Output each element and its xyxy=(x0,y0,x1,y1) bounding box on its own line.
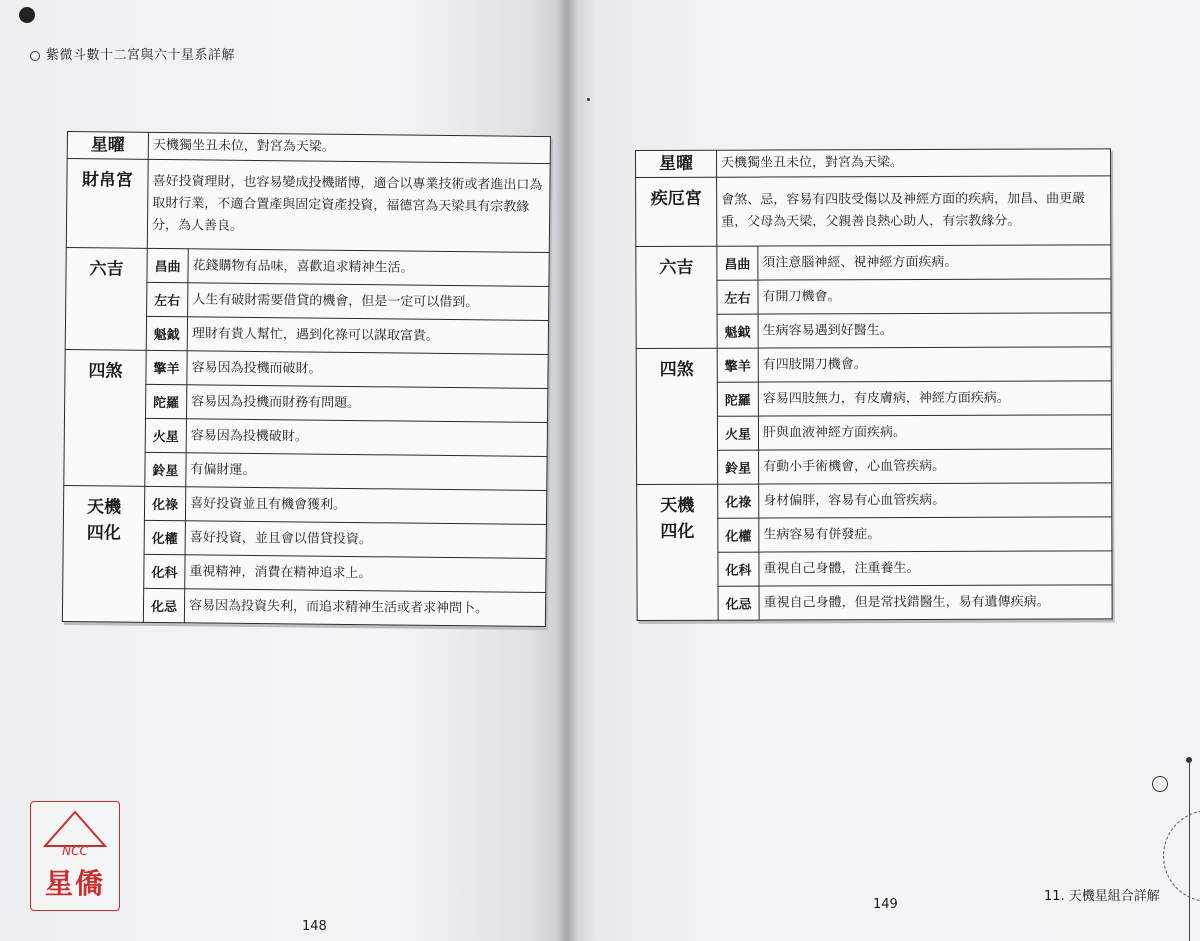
star-row xyxy=(636,149,1111,178)
sub-star-cell: 左右 xyxy=(717,280,758,314)
stamp-ncc-text: NCC xyxy=(62,844,88,858)
sub-star-cell: 火星 xyxy=(145,418,186,452)
description-cell: 重視自己身體，但是常找錯醫生，易有遺傳疾病。 xyxy=(759,585,1112,620)
category-cell: 四煞 xyxy=(64,349,146,486)
star-value-cell: 天機獨坐丑未位，對宮為天梁。 xyxy=(717,149,1111,177)
palace-label-cell: 疾厄宮 xyxy=(636,177,717,246)
sub-star-cell: 擎羊 xyxy=(717,348,758,382)
sub-star-cell: 昌曲 xyxy=(147,248,188,282)
binder-hole-dot xyxy=(19,7,35,23)
header-title: 紫微斗數十二宮與六十星系詳解 xyxy=(46,48,236,63)
description-cell: 身材偏胖，容易有心血管疾病。 xyxy=(759,483,1112,518)
description-cell: 花錢購物有品味，喜歡追求精神生活。 xyxy=(188,249,549,287)
sub-star-cell: 左右 xyxy=(147,282,188,316)
category-line: 天機 xyxy=(86,497,122,518)
page-number-right: 149 xyxy=(873,897,898,912)
star-detail-row xyxy=(66,247,549,286)
description-cell: 重視自己身體，注重養生。 xyxy=(759,551,1112,586)
description-cell: 生病容易有併發症。 xyxy=(759,517,1112,552)
right-palace-table xyxy=(635,148,1113,621)
description-cell: 容易四肢無力，有皮膚病，神經方面疾病。 xyxy=(758,381,1111,416)
description-cell: 理財有貴人幫忙，遇到化祿可以謀取富貴。 xyxy=(187,317,548,355)
sub-star-cell: 火星 xyxy=(717,416,758,450)
category-cell: 六吉 xyxy=(636,246,717,348)
description-cell: 須注意腦神經、視神經方面疾病。 xyxy=(758,245,1111,280)
star-label-cell: 星曜 xyxy=(67,132,148,160)
category-line: 四化 xyxy=(86,523,121,544)
description-cell: 容易因為投機而破財。 xyxy=(187,351,548,389)
running-header xyxy=(30,44,235,63)
sub-star-cell: 化科 xyxy=(718,552,759,586)
palace-value-cell: 喜好投資理財，也容易變成投機賭博，適合以專業技術或者進出口為取財行業，不適合置產與固定資產投資，福德宮為天梁具有宗教緣分，為人善良。 xyxy=(147,159,550,252)
sub-star-cell: 魁鉞 xyxy=(717,314,758,348)
ncc-watermark-stamp xyxy=(30,801,120,911)
description-cell: 容易因為投機而財務有問題。 xyxy=(186,385,547,423)
description-cell: 喜好投資，並且會以借貸投資。 xyxy=(185,521,546,559)
description-cell: 容易因為投機破財。 xyxy=(186,419,547,457)
description-cell: 有開刀機會。 xyxy=(758,279,1111,314)
decor-circle-icon xyxy=(1152,776,1168,792)
star-detail-row xyxy=(636,245,1111,281)
category-line: 四化 xyxy=(660,521,695,542)
sub-star-cell: 化科 xyxy=(144,554,185,588)
sub-star-cell: 陀羅 xyxy=(717,382,758,416)
description-cell: 人生有破財需要借貸的機會，但是一定可以借到。 xyxy=(188,283,549,321)
category-cell xyxy=(62,485,144,622)
category-cell: 四煞 xyxy=(636,348,717,484)
star-detail-row xyxy=(65,349,548,388)
star-label-cell: 星曜 xyxy=(636,150,717,177)
description-cell: 喜好投資並且有機會獲利。 xyxy=(185,487,546,525)
left-page xyxy=(0,0,566,941)
star-detail-row xyxy=(636,347,1111,383)
palace-row xyxy=(66,159,550,253)
sub-star-cell: 昌曲 xyxy=(717,246,758,280)
stamp-chinese-text: 星僑 xyxy=(44,867,105,900)
sub-star-cell: 化祿 xyxy=(718,484,759,518)
sub-star-cell: 陀羅 xyxy=(145,384,186,418)
star-value-cell: 天機獨坐丑未位，對宮為天梁。 xyxy=(148,132,550,163)
category-cell: 六吉 xyxy=(65,247,147,350)
sub-star-cell: 化祿 xyxy=(144,486,185,520)
sub-star-cell: 鈴星 xyxy=(145,452,186,486)
description-cell: 肝與血液神經方面疾病。 xyxy=(758,415,1111,450)
triangle-logo-icon xyxy=(41,810,109,848)
left-palace-table xyxy=(62,131,551,627)
book-gutter-shadow xyxy=(556,0,578,941)
circle-bullet-icon xyxy=(30,51,40,61)
page-number-left: 148 xyxy=(302,919,327,934)
star-detail-row xyxy=(63,485,546,524)
sub-star-cell: 化權 xyxy=(144,520,185,554)
palace-label-cell: 財帛宮 xyxy=(66,159,148,249)
sub-star-cell: 化忌 xyxy=(718,586,759,620)
sub-star-cell: 擎羊 xyxy=(146,350,187,384)
description-cell: 容易因為投資失利，而追求精神生活或者求神問卜。 xyxy=(184,589,545,627)
print-speck xyxy=(587,98,590,101)
description-cell: 生病容易遇到好醫生。 xyxy=(758,313,1111,348)
description-cell: 有偏財運。 xyxy=(186,453,547,491)
sub-star-cell: 魁鉞 xyxy=(146,316,187,350)
chapter-footer: 11. 天機星組合詳解 xyxy=(1044,889,1160,904)
palace-row xyxy=(636,176,1111,247)
sub-star-cell: 化權 xyxy=(718,518,759,552)
palace-value-cell: 會煞、忌，容易有四肢受傷以及神經方面的疾病，加昌、曲更嚴重，父母為天梁，父親善良熱心助人，有宗教緣分。 xyxy=(717,176,1111,246)
category-cell xyxy=(637,484,718,620)
description-cell: 有動小手術機會，心血管疾病。 xyxy=(759,449,1112,484)
description-cell: 重視精神，消費在精神追求上。 xyxy=(185,555,546,593)
sub-star-cell: 化忌 xyxy=(143,588,184,622)
description-cell: 有四肢開刀機會。 xyxy=(758,347,1111,382)
sub-star-cell: 鈴星 xyxy=(718,450,759,484)
category-line: 天機 xyxy=(660,495,695,516)
star-detail-row xyxy=(637,483,1112,519)
